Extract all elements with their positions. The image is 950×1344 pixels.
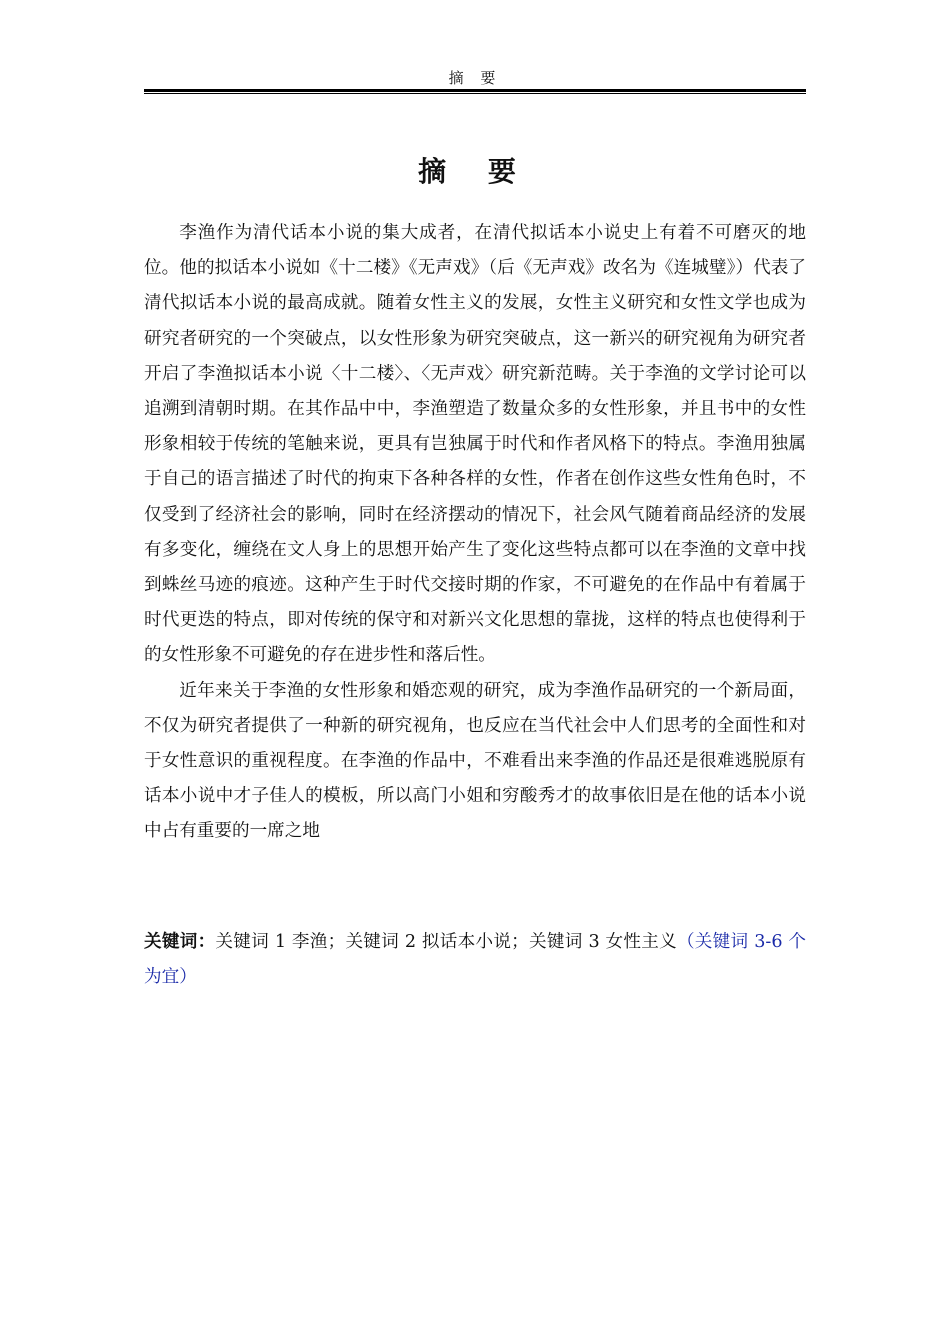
- abstract-body: [144, 216, 806, 850]
- abstract-paragraph-2: 近年来关于李渔的女性形象和婚恋观的研究，成为李渔作品研究的一个新局面，不仅为研究者提供了一种新的研究视角，也反应在当代社会中人们思考的全面性和对于女性意识的重视程度。在李渔的作品中，不难看出来李渔的作品还是很难逃脱原有话本小说中才子佳人的模板，所以高门小姐和穷酸秀才的故事依旧是在他的话本小说中占有重要的一席之地: [144, 680, 806, 842]
- keywords-note: （关键词 3-6 个为宜）: [144, 932, 806, 988]
- keywords-text: 关键词 1 李渔；关键词 2 拟话本小说；关键词 3 女性主义: [215, 932, 677, 952]
- header-rule-thick: [144, 89, 806, 92]
- running-header: 摘 要: [448, 69, 502, 87]
- abstract-title: 摘 要: [418, 155, 532, 188]
- keywords-line: [144, 924, 806, 995]
- header-rule-thin: [144, 93, 806, 94]
- keywords-label: 关键词：: [144, 931, 216, 952]
- abstract-paragraph-1: 李渔作为清代话本小说的集大成者，在清代拟话本小说史上有着不可磨灭的地位。他的拟话本小说如《十二楼》《无声戏》（后《无声戏》改名为《连城璧》）代表了清代拟话本小说的最高成就。随着女性主义的发展，女性主义研究和女性文学也成为研究者研究的一个突破点，以女性形象为研究突破点，这一新兴的研究视角为研究者开启了李渔拟话本小说〈十二楼〉、〈无声戏〉研究新范畴。关于李渔的文学讨论可以追溯到清朝时期。在其作品中中，李渔塑造了数量众多的女性形象，并且书中的女性形象相较于传统的笔触来说，更具有岂独属于时代和作者风格下的特点。李渔用独属于自己的语言描述了时代的拘束下各种各样的女性，作者在创作这些女性角色时，不仅受到了经济社会的影响，同时在经济摆动的情况下，社会风气随着商品经济的发展有多变化，缠绕在文人身上的思想开始产生了变化这些特点都可以在李渔的文章中找到蛛丝马迹的痕迹。这种产生于时代交接时期的作家，不可避免的在作品中有着属于时代更迭的特点，即对传统的保守和对新兴文化思想的靠拢，这样的特点也使得利于的女性形象不可避免的存在进步性和落后性。: [144, 223, 806, 666]
